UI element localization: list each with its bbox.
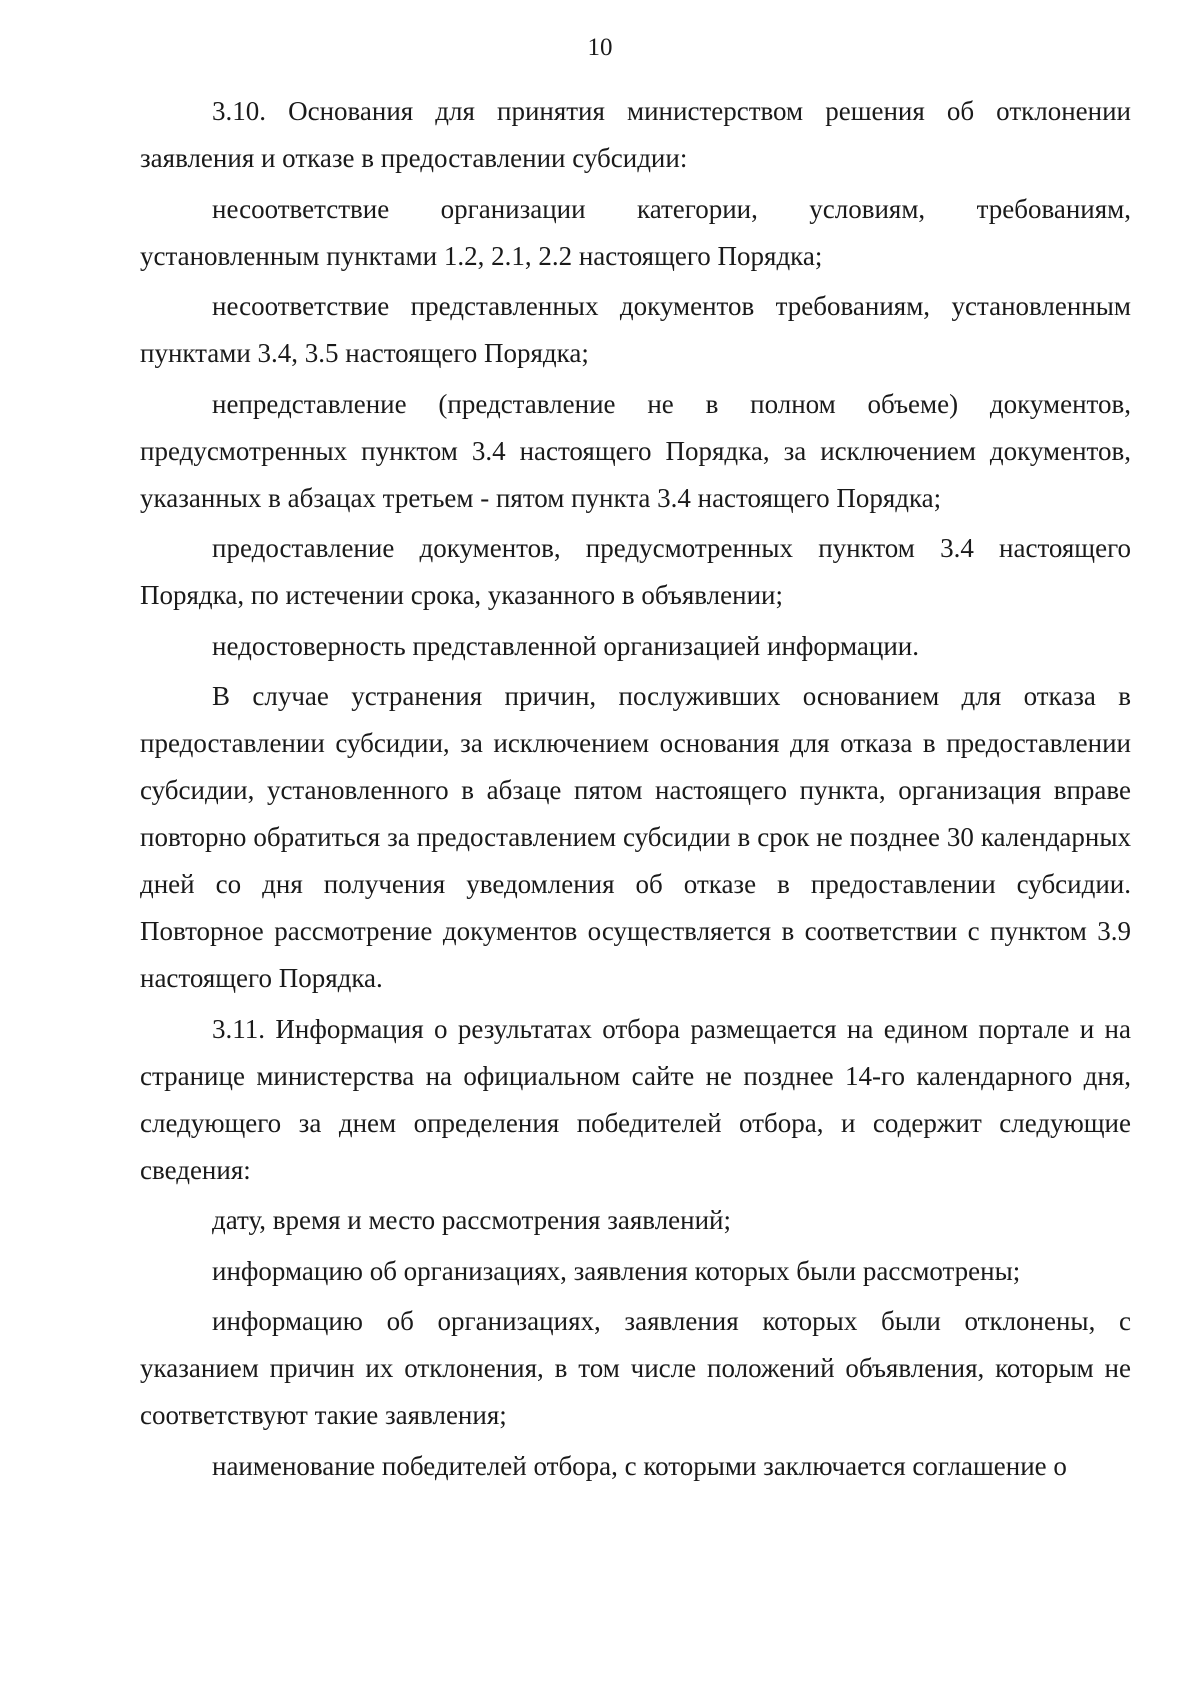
paragraph-info-date-time: дату, время и место рассмотрения заявлений; — [212, 1205, 731, 1235]
paragraph-info-rejected: информацию об организациях, заявления которых были отклонены, с указанием причин их отклонения, в том числе положений объявления, которым не соответствуют такие заявления; — [140, 1306, 1131, 1430]
paragraph-grounds-late-submission: предоставление документов, предусмотренных пунктом 3.4 настоящего Порядка, по истечении срока, указанного в объявлении; — [140, 533, 1131, 610]
paragraph-grounds-nonsubmission: непредставление (представление не в полном объеме) документов, предусмотренных пунктом 3.4 настоящего Порядка, за исключением документов, указанных в абзацах третьем - пятом пункта 3.4 настоящего Порядка; — [140, 388, 1131, 513]
paragraph-info-winners: наименование победителей отбора, с которыми заключается соглашение о — [212, 1450, 1067, 1481]
paragraph-grounds-inaccuracy: недостоверность представленной организацией информации. — [212, 630, 919, 661]
paragraph-grounds-documents: несоответствие представленных документов требованиям, установленным пунктами 3.4, 3.5 настоящего Порядка; — [140, 291, 1131, 368]
paragraph-3-10-heading: 3.10. Основания для принятия министерством решения об отклонении заявления и отказе в предоставлении субсидии: — [140, 96, 1131, 173]
paragraph-grounds-category: несоответствие организации категории, условиям, требованиям, установленным пунктами 1.2, 2.1, 2.2 настоящего Порядка; — [140, 193, 1131, 271]
document-body — [140, 88, 1131, 1490]
page-number: 10 — [587, 34, 613, 61]
paragraph-resubmission: В случае устранения причин, послуживших основанием для отказа в предоставлении субсидии, за исключением основания для отказа в предоставлении субсидии, установленного в абзаце пятом настоящего пункта, организация вправе повторно обратиться за предоставлением субсидии в срок не позднее 30 календарных дней со дня получения уведомления об отказе в предоставлении субсидии. Повторное рассмотрение документов осуществляется в соответствии с пунктом 3.9 настоящего Порядка. — [140, 681, 1131, 993]
paragraph-info-reviewed: информацию об организациях, заявления которых были рассмотрены; — [212, 1255, 1021, 1286]
paragraph-3-11-heading: 3.11. Информация о результатах отбора размещается на едином портале и на странице министерства на официальном сайте не позднее 14-го календарного дня, следующего за днем определения победителей отбора, и содержит следующие сведения: — [140, 1013, 1131, 1185]
